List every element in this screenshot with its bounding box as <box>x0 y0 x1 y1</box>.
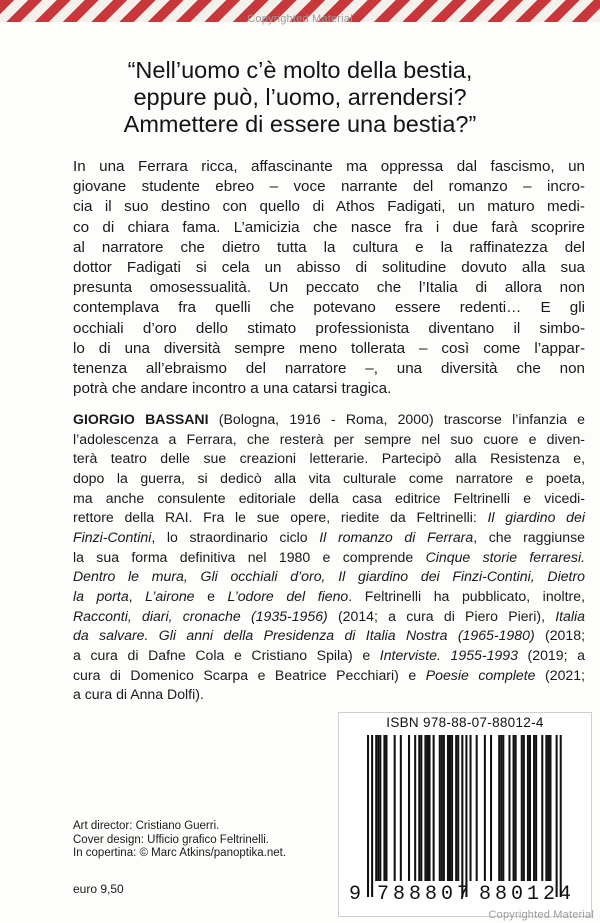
barcode-bar <box>549 735 551 881</box>
barcode-bar <box>375 735 377 881</box>
bio-line: cura di Domenico Scarpa e Beatrice Pecchiari) e Poesie complete (2021; <box>73 666 585 683</box>
quote-line: eppure può, l’uomo, arrendersi? <box>133 84 467 110</box>
book-title: Racconti, diari, cronache (1935-1956) <box>73 607 328 624</box>
credit-cover-design: Cover design: Ufficio grafico Feltrinelli. <box>73 833 270 846</box>
barcode-bar <box>560 735 562 897</box>
barcode-bar <box>439 735 441 881</box>
bio-line: dopo la guerra, si dedicò alla vita culturale come narratore e poeta, <box>73 469 585 486</box>
barcode-box <box>338 712 592 917</box>
price: euro 9,50 <box>73 882 124 896</box>
blurb-line: occhiali d’oro dello stimato professionista diventano il simbo- <box>73 319 585 337</box>
barcode-bar <box>408 735 410 881</box>
barcode-bar <box>547 735 549 881</box>
epigraph-quote <box>40 57 560 138</box>
barcode-bar <box>461 735 463 897</box>
blurb-line: co di chiara fama. L’amicizia che nasce fra i due farà scoprire <box>73 218 585 236</box>
book-title: Cinque storie ferraresi. <box>425 548 585 565</box>
barcode-bar <box>529 735 531 881</box>
barcode-bar <box>418 735 420 881</box>
barcode-bar <box>451 735 453 881</box>
barcode-bar <box>521 735 523 881</box>
barcode-bar <box>527 735 529 881</box>
blurb-line: potrà che andare incontro a una catarsi tragica. <box>73 380 392 398</box>
barcode-bar <box>414 735 416 881</box>
watermark-bottom: Copyrighted Material <box>488 909 594 921</box>
bio-line: Racconti, diari, cronache (1935-1956) (2014; a cura di Piero Pieri), Italia <box>73 607 585 624</box>
bio-line: a cura di Anna Dolfi). <box>73 686 204 703</box>
barcode-bar <box>377 735 379 881</box>
barcode-bar <box>447 735 449 881</box>
barcode-bar <box>484 735 486 881</box>
blurb-line: presunta omosessualità. Un peccato che l’Italia di allora non <box>73 279 585 297</box>
blurb-line: In una Ferrara ricca, affascinante ma oppressa dal fascismo, un <box>73 158 585 175</box>
bio-line: l’adolescenza a Ferrara, che resterà per sempre nel suo cuore e diven- <box>73 430 585 447</box>
book-title: Poesie complete <box>425 666 536 683</box>
barcode-bar <box>533 735 535 881</box>
bio-line: terà teatro delle sue creazioni letterarie. Partecipò alla Resistenza e, <box>73 450 585 467</box>
barcode-bar <box>400 735 402 881</box>
barcode-bar <box>394 735 396 881</box>
credit-cover-image: In copertina: © Marc Atkins/panoptika.net. <box>73 847 287 859</box>
book-title: la porta <box>73 587 129 604</box>
barcode-bar <box>502 735 504 881</box>
barcode-bar <box>490 735 492 881</box>
barcode-bar <box>535 735 537 881</box>
watermark-top: Copyrighted Material <box>247 13 353 25</box>
isbn-label: ISBN 978-88-07-88012-4 <box>386 715 544 730</box>
book-title: Interviste. 1955-1993 <box>379 646 518 663</box>
barcode-bar <box>470 735 472 881</box>
blurb-line: cia il suo destino con quello di Athos Fadigati, un maturo medi- <box>73 198 585 216</box>
book-title: da salvare. Gli anni della Presidenza di Italia Nostra (1965-1980) <box>73 627 535 644</box>
barcode-bar <box>541 735 543 881</box>
barcode-bar <box>465 735 467 897</box>
barcode-bar <box>424 735 426 881</box>
credit-art-director: Art director: Cristiano Guerri. <box>73 820 220 832</box>
barcode-bar <box>371 735 373 897</box>
barcode-bar <box>443 735 445 881</box>
barcode-bar <box>367 735 369 897</box>
barcode-digits-left: 788807 <box>377 883 474 906</box>
blurb-line: dottor Fadigati si cela un abisso di solitudine dovuto alla sua <box>73 259 585 277</box>
barcode-bar <box>500 735 502 881</box>
barcode-bar <box>556 735 558 897</box>
barcode-bar <box>513 735 515 881</box>
barcode-bar <box>441 735 443 881</box>
barcode-bar <box>449 735 451 881</box>
bio-line: ma anche consulente editoriale della casa editrice Feltrinelli e vicedi- <box>73 489 585 506</box>
barcode-bar <box>545 735 547 881</box>
book-blurb <box>73 157 585 399</box>
barcode-bar <box>498 735 500 881</box>
quote-line: “Nell’uomo c’è molto della bestia, <box>127 57 473 83</box>
author-name: GIORGIO BASSANI <box>73 411 209 427</box>
book-title: Il giardino dei <box>487 509 585 526</box>
blurb-line: al narratore che dietro tutta la cultura e la raffinatezza del <box>73 238 585 256</box>
blurb-line: lo di una diversità sempre meno tollerata – così come l’appar- <box>73 339 585 357</box>
barcode-bar <box>457 735 459 881</box>
author-bio <box>73 410 585 705</box>
barcode-bar <box>523 735 525 881</box>
blurb-line: contemplava fra quelli che potevano essere redenti… E gli <box>73 299 585 317</box>
barcode-digits-right: 880124 <box>479 883 576 906</box>
book-title: Dentro le mura, Gli occhiali d’oro, Il giardino dei Finzi-Contini, Dietro <box>73 568 585 585</box>
book-title: L’airone <box>145 587 195 604</box>
barcode-digit-first: 9 <box>349 883 362 906</box>
bio-line: rettore della RAI. Fra le sue opere, riedite da Feltrinelli: Il giardino dei <box>73 509 585 526</box>
barcode-bar <box>385 735 387 881</box>
credits <box>73 820 286 861</box>
book-title: L’odore del fieno <box>227 587 349 604</box>
bio-line: a cura di Dafne Cola e Cristiano Spila) e Interviste. 1955-1993 (2019; a <box>73 646 585 663</box>
barcode-bar <box>420 735 422 881</box>
book-title: Il romanzo di Ferrara <box>319 528 474 545</box>
book-title: Italia <box>555 607 585 624</box>
barcode-bar <box>515 735 517 881</box>
barcode-bar <box>508 735 510 881</box>
blurb-line: giovane studente ebreo – voce narrante del romanzo – incro- <box>73 178 585 196</box>
bio-line <box>73 567 585 587</box>
bio-line: la porta, L’airone e L’odore del fieno. Feltrinelli ha pubblicato, inoltre, <box>73 587 585 604</box>
quote-line: Ammettere di essere una bestia?” <box>123 111 477 137</box>
barcode-bar <box>476 735 478 881</box>
barcode-bar <box>433 735 435 881</box>
bio-line: la sua forma definitiva nel 1980 e comprende Cinque storie ferraresi. <box>73 548 585 565</box>
barcode-bar <box>455 735 457 881</box>
bio-line: GIORGIO BASSANI (Bologna, 1916 - Roma, 2000) trascorse l’infanzia e <box>73 411 585 427</box>
bio-line: da salvare. Gli anni della Presidenza di Italia Nostra (1965-1980) (2018; <box>73 627 585 644</box>
bio-line: Finzi-Contini, lo straordinario ciclo Il romanzo di Ferrara, che raggiunse <box>73 528 585 545</box>
barcode-bar <box>379 735 381 881</box>
book-title: Finzi-Contini <box>73 528 152 545</box>
barcode-bar <box>426 735 428 881</box>
blurb-line: tenenza all’ebraismo del narratore –, una diversità che non <box>73 360 585 378</box>
barcode-bar <box>383 735 385 881</box>
barcode-bar <box>429 735 431 881</box>
